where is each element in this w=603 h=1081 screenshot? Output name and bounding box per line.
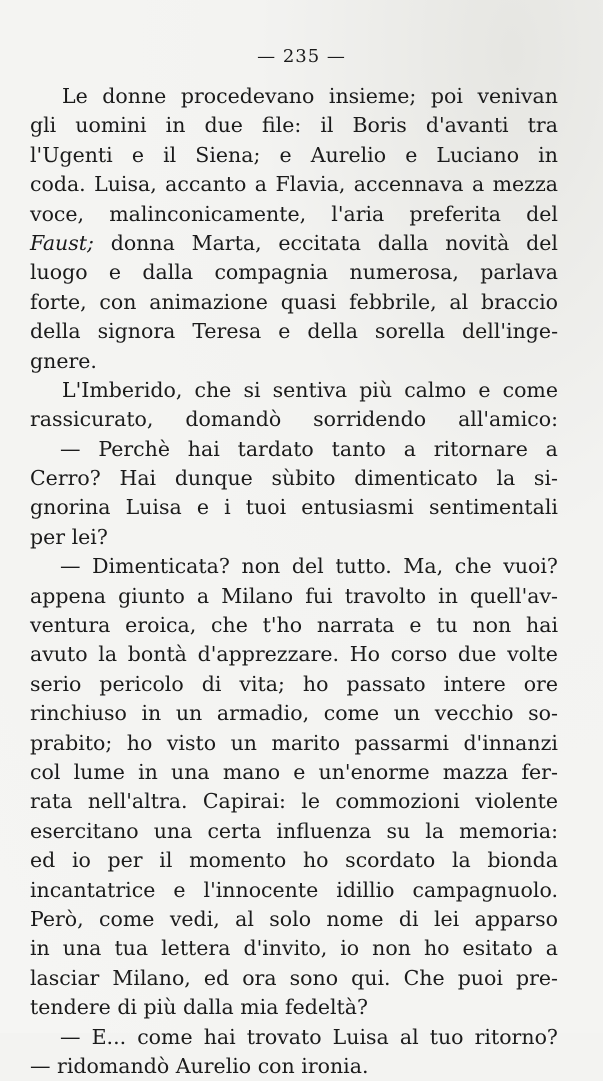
text-line: voce, malinconicamente, l'aria preferita del (30, 201, 558, 226)
text-line: gnere. (30, 348, 97, 373)
text-line: ed io per il momento ho scordato la bionda (30, 848, 558, 873)
text-line: appena giunto a Milano fui travolto in quell'av- (30, 583, 558, 608)
text-line: Le donne procedevano insieme; poi venivan (62, 84, 558, 108)
text-line: ventura eroica, che t'ho narrata e tu non hai (30, 613, 558, 638)
text-line: esercitano una certa influenza su la memoria: (30, 818, 558, 843)
page-number: — 235 — (257, 46, 346, 67)
text-line: Però, come vedi, al solo nome di lei apparso (30, 906, 558, 931)
text-line: rassicurato, domandò sorridendo all'amico: (30, 407, 558, 432)
text-line: rinchiuso in un armadio, come un vecchio so- (30, 701, 558, 726)
text-line: coda. Luisa, accanto a Flavia, accennava a mezza (30, 172, 558, 197)
text-line: per lei? (30, 524, 108, 549)
text-line: Faust; donna Marta, eccitata dalla novità del (30, 230, 558, 255)
text-line: avuto la bontà d'apprezzare. Ho corso due volte (30, 642, 558, 667)
text-line: col lume in una mano e un'enorme mazza fer- (30, 759, 558, 784)
text-line: Cerro? Hai dunque sùbito dimenticato la si- (30, 466, 558, 491)
text-line: prabito; ho visto un marito passarmi d'innanzi (30, 730, 558, 755)
text-line: — ridomandò Aurelio con ironia. (30, 1053, 369, 1078)
text-line: — Perchè hai tardato tanto a ritornare a (60, 436, 558, 461)
text-line: in una tua lettera d'invito, io non ho esitato a (30, 936, 558, 961)
text-line: della signora Teresa e della sorella dell'inge- (30, 319, 558, 344)
text-line: l'Ugenti e il Siena; e Aurelio e Luciano in (30, 142, 558, 167)
text-line: serio pericolo di vita; ho passato intere ore (30, 671, 558, 696)
text-line: gli uomini in due file: il Boris d'avanti tra (30, 113, 558, 138)
text-line: forte, con animazione quasi febbrile, al braccio (30, 289, 558, 314)
text-line: luogo e dalla compagnia numerosa, parlava (30, 260, 558, 285)
text-line: lasciar Milano, ed ora sono qui. Che puoi pre- (30, 965, 558, 990)
body-text (30, 82, 558, 1081)
text-line: — E... come hai trovato Luisa al tuo ritorno? (60, 1024, 558, 1049)
text-line: tendere di più dalla mia fedeltà? (30, 995, 368, 1020)
text-line: — Dimenticata? non del tutto. Ma, che vuoi? (60, 554, 558, 579)
text-line: incantatrice e l'innocente idillio campagnuolo. (30, 877, 558, 902)
text-line: rata nell'altra. Capirai: le commozioni violente (30, 789, 558, 814)
text-line: gnorina Luisa e i tuoi entusiasmi sentimentali (30, 495, 558, 520)
text-line: L'Imberido, che si sentiva più calmo e come (62, 377, 558, 402)
